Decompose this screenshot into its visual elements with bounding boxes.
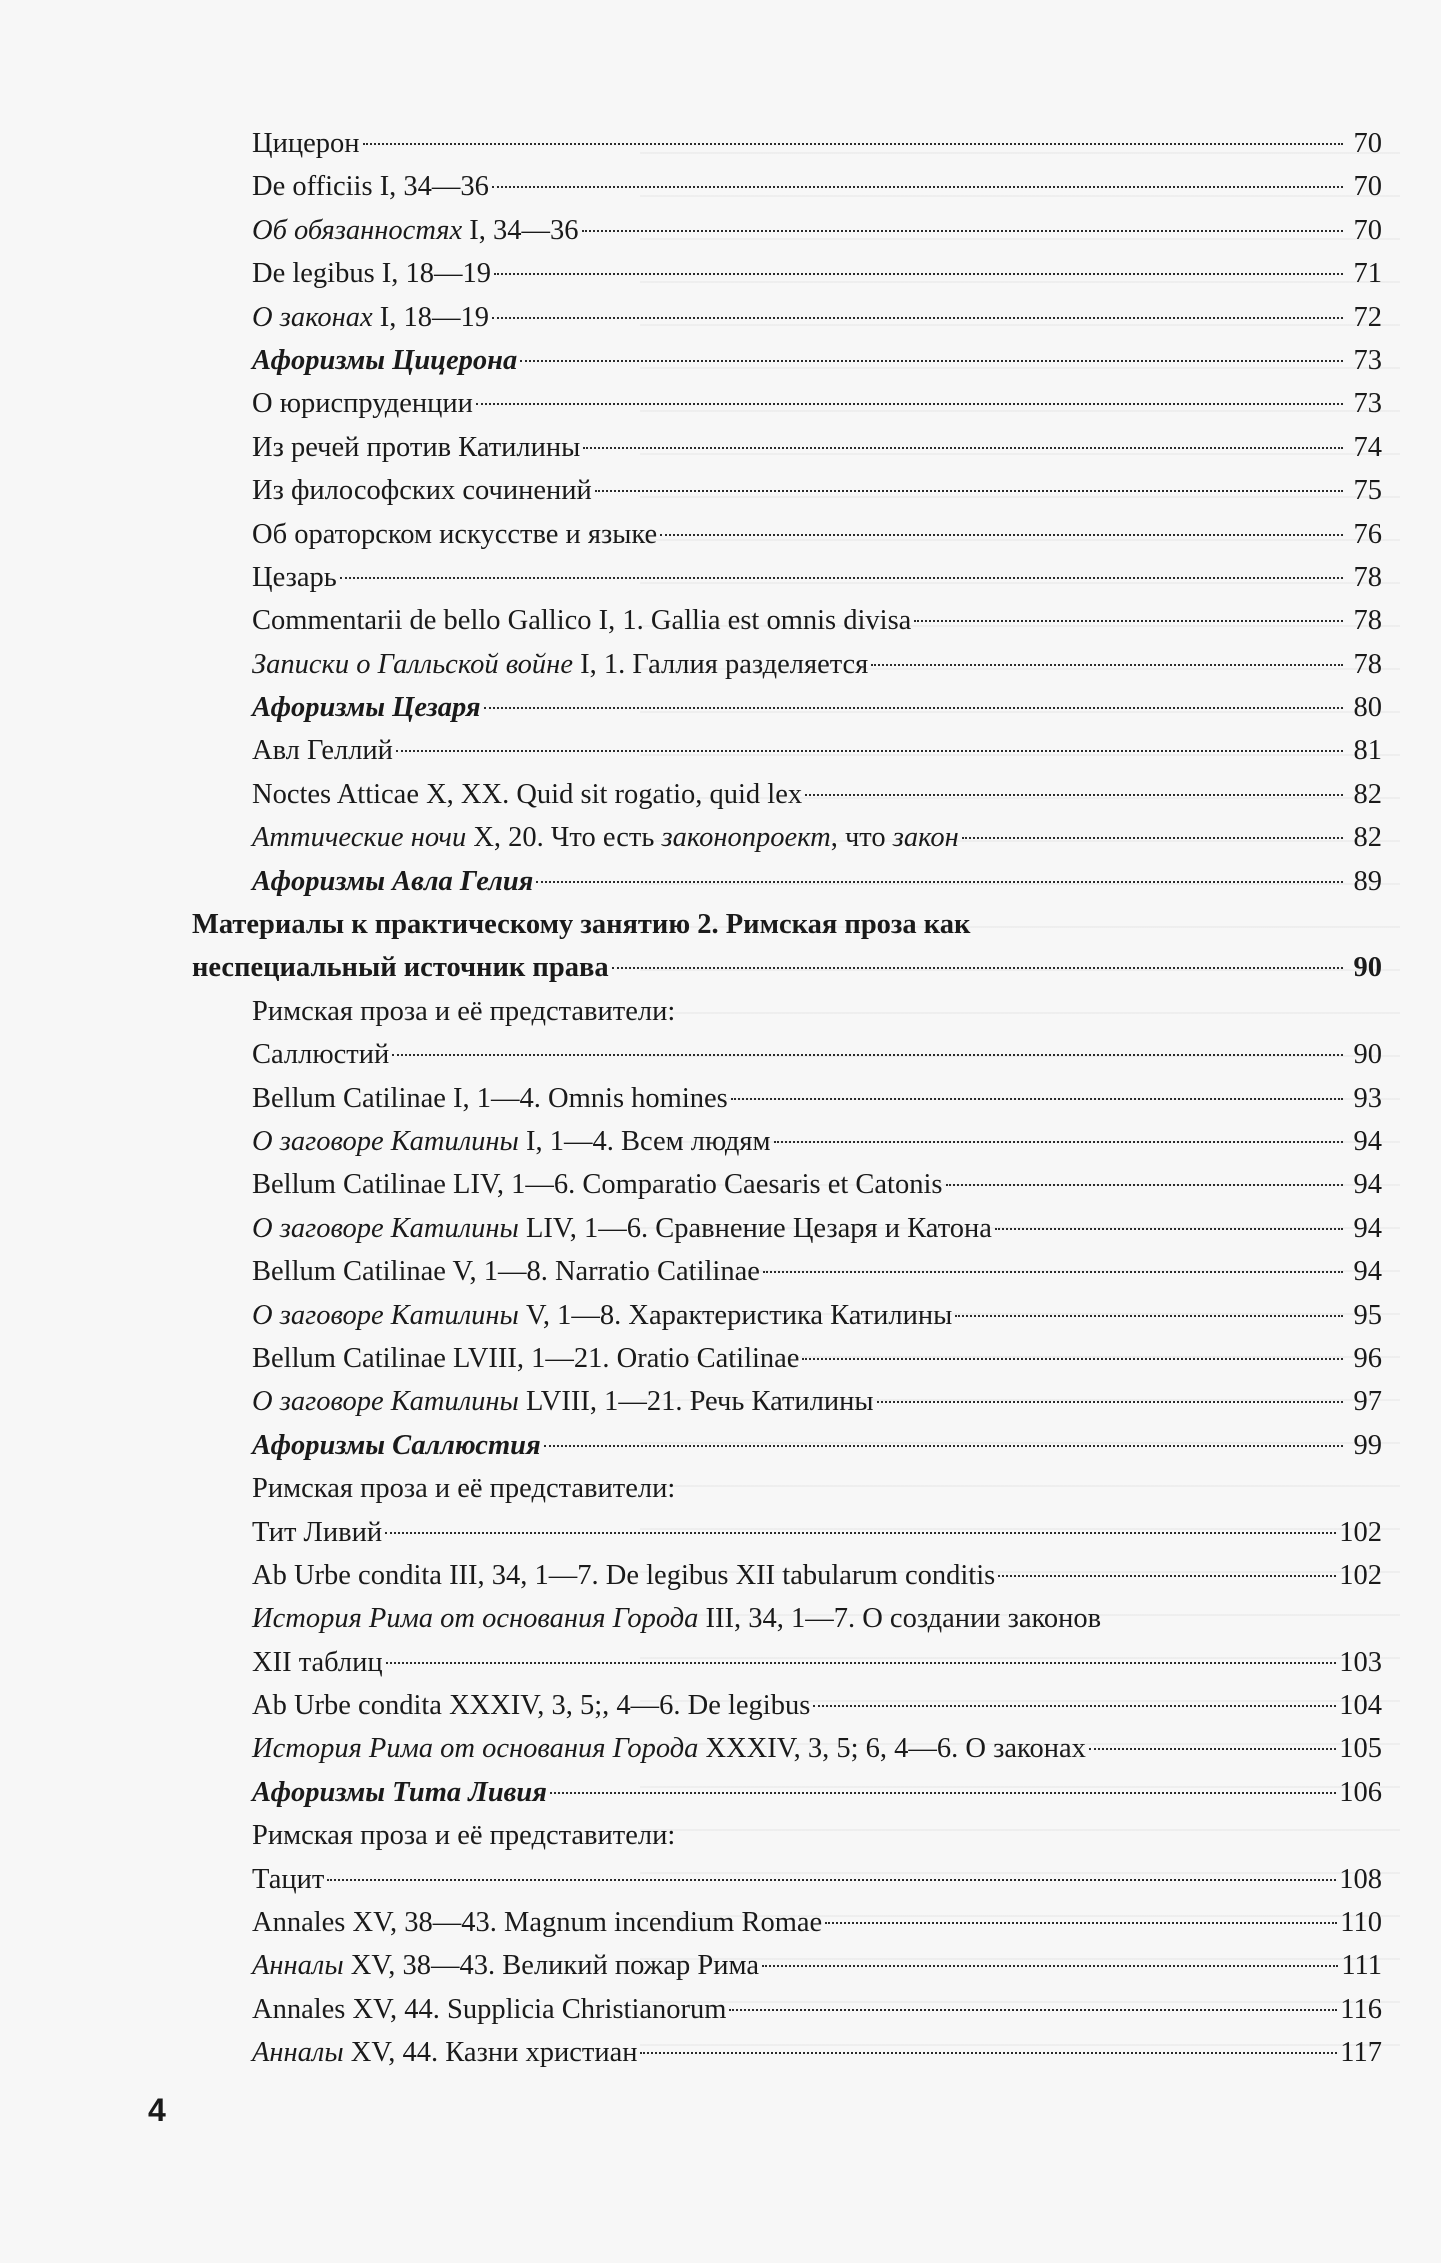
toc-entry[interactable] bbox=[192, 165, 1382, 208]
toc-page-number: 94 bbox=[1353, 1169, 1382, 1201]
toc-entry[interactable] bbox=[192, 209, 1382, 252]
toc-subheading bbox=[192, 1467, 1382, 1510]
page-number: 4 bbox=[148, 2092, 166, 2128]
dot-leader bbox=[550, 1792, 1336, 1794]
toc-entry-title: О юриспруденции bbox=[252, 388, 473, 420]
dot-leader bbox=[962, 837, 1343, 839]
toc-entry[interactable] bbox=[192, 816, 1382, 859]
toc-page-number: 78 bbox=[1353, 648, 1382, 680]
dot-leader bbox=[802, 1358, 1343, 1360]
toc-entry-title: Annales XV, 38—43. Magnum incendium Romae bbox=[252, 1907, 823, 1939]
dot-leader bbox=[392, 1054, 1343, 1056]
toc-entry[interactable] bbox=[192, 1077, 1382, 1120]
dot-leader bbox=[871, 664, 1343, 666]
toc-entry-title: Об ораторском искусстве и языке bbox=[252, 518, 658, 550]
dot-leader bbox=[731, 1098, 1343, 1100]
dot-leader bbox=[955, 1315, 1343, 1317]
toc-section-practical-2[interactable] bbox=[192, 903, 1382, 990]
toc-page-number: 94 bbox=[1353, 1126, 1382, 1157]
dot-leader bbox=[363, 143, 1344, 145]
toc-subheading bbox=[192, 1814, 1382, 1857]
toc-entry-title: Bellum Catilinae LVIII, 1—21. Oratio Catilinae bbox=[252, 1342, 800, 1374]
toc-entry-title: Bellum Catilinae V, 1—8. Narratio Catilinae bbox=[252, 1256, 760, 1288]
dot-leader bbox=[995, 1228, 1343, 1230]
toc-section-title-line2-row bbox=[192, 946, 1382, 989]
toc-entry-title: Афоризмы Тита Ливия bbox=[252, 1776, 547, 1808]
toc-entry[interactable] bbox=[192, 513, 1382, 556]
toc-entry-gellius[interactable] bbox=[192, 729, 1382, 772]
dot-leader bbox=[544, 1445, 1343, 1447]
toc-entry-title: Цезарь bbox=[252, 561, 337, 593]
toc-page-number: 102 bbox=[1339, 1516, 1382, 1548]
toc-entry-title: Из философских сочинений bbox=[252, 475, 592, 507]
toc-subheading-text: Римская проза и её представители: bbox=[252, 1820, 676, 1852]
dot-leader bbox=[805, 794, 1343, 796]
dot-leader bbox=[640, 2052, 1337, 2054]
toc-entry-title: О заговоре Катилины LIV, 1—6. Сравнение Цезаря и Катона bbox=[252, 1212, 992, 1244]
dot-leader bbox=[914, 620, 1343, 622]
toc-page-number: 116 bbox=[1340, 1993, 1382, 2025]
toc-entry-title: Цицерон bbox=[252, 128, 360, 159]
dot-leader bbox=[946, 1184, 1344, 1186]
toc-entry-title: Тацит bbox=[252, 1863, 325, 1895]
dot-leader bbox=[595, 490, 1343, 492]
toc-page-number: 106 bbox=[1339, 1776, 1382, 1808]
toc-entry-title: История Рима от основания Города XXXIV, 3, 5; 6, 4—6. О законах bbox=[252, 1733, 1086, 1765]
toc-page-number: 117 bbox=[1340, 2037, 1382, 2069]
toc-section-title-line1: Материалы к практическому занятию 2. Римская проза как bbox=[192, 909, 971, 941]
toc-entry-title: Из речей против Катилины bbox=[252, 431, 581, 463]
toc-entry[interactable] bbox=[192, 1988, 1382, 2031]
toc-entry[interactable] bbox=[192, 1554, 1382, 1597]
toc-entry-title: De officiis I, 34—36 bbox=[252, 171, 489, 203]
toc-page-number: 82 bbox=[1353, 778, 1382, 810]
toc-entry[interactable] bbox=[192, 469, 1382, 512]
toc-page-number: 104 bbox=[1339, 1690, 1382, 1722]
toc-page-number: 103 bbox=[1339, 1646, 1382, 1678]
dot-leader bbox=[484, 707, 1343, 709]
toc-page-number: 70 bbox=[1353, 214, 1382, 246]
toc-entry-title: Авл Геллий bbox=[252, 735, 393, 767]
dot-leader bbox=[729, 2009, 1337, 2011]
dot-leader bbox=[583, 447, 1343, 449]
dot-leader bbox=[763, 1271, 1343, 1273]
toc-entry[interactable] bbox=[192, 1120, 1382, 1163]
toc-page-number: 81 bbox=[1353, 735, 1382, 767]
toc-entry-aphorisms[interactable] bbox=[192, 1424, 1382, 1467]
toc-page-number: 78 bbox=[1353, 605, 1382, 637]
toc-entry-title: Annales XV, 44. Supplicia Christianorum bbox=[252, 1993, 727, 2025]
toc-page-number: 90 bbox=[1353, 952, 1382, 984]
toc-entry[interactable] bbox=[192, 599, 1382, 642]
toc-page-number: 76 bbox=[1353, 518, 1382, 550]
toc-page-number: 94 bbox=[1353, 1212, 1382, 1244]
dot-leader bbox=[385, 1532, 1336, 1534]
dot-leader bbox=[386, 1662, 1337, 1664]
toc-entry[interactable] bbox=[192, 1380, 1382, 1423]
toc-page-number: 70 bbox=[1353, 128, 1382, 159]
toc-entry-title: Noctes Atticae X, XX. Quid sit rogatio, quid lex bbox=[252, 778, 803, 810]
toc-entry[interactable] bbox=[192, 252, 1382, 295]
dot-leader bbox=[582, 230, 1343, 232]
toc-page-number: 71 bbox=[1353, 258, 1382, 290]
toc-entry[interactable] bbox=[192, 643, 1382, 686]
dot-leader bbox=[1089, 1748, 1336, 1750]
toc-entry-title: О заговоре Катилины V, 1—8. Характеристика Катилины bbox=[252, 1299, 953, 1331]
toc-entry-title-line1: История Рима от основания Города III, 34, 1—7. О создании законов bbox=[252, 1603, 1102, 1635]
toc-page-number: 78 bbox=[1353, 561, 1382, 593]
toc-entry-title: Аттические ночи X, 20. Что есть законопроект, что закон bbox=[252, 822, 959, 854]
toc-entry-title: Афоризмы Цезаря bbox=[252, 692, 481, 724]
toc-page-number: 73 bbox=[1353, 388, 1382, 420]
toc-page-number: 90 bbox=[1353, 1039, 1382, 1071]
toc-page-number: 75 bbox=[1353, 475, 1382, 507]
toc-entry[interactable] bbox=[192, 1727, 1382, 1770]
dot-leader bbox=[520, 360, 1343, 362]
toc-page-number: 82 bbox=[1353, 822, 1382, 854]
toc-entry-title: Тит Ливий bbox=[252, 1516, 383, 1548]
toc-entry[interactable] bbox=[192, 296, 1382, 339]
dot-leader bbox=[877, 1401, 1343, 1403]
dot-leader bbox=[813, 1705, 1336, 1707]
toc-page-number: 97 bbox=[1353, 1386, 1382, 1418]
toc-page-number: 105 bbox=[1339, 1733, 1382, 1765]
toc-entry-title: Саллюстий bbox=[252, 1039, 390, 1071]
toc-entry[interactable] bbox=[192, 1684, 1382, 1727]
toc-entry-title: Commentarii de bello Gallico I, 1. Gallia est omnis divisa bbox=[252, 605, 912, 637]
toc-entry[interactable] bbox=[192, 1944, 1382, 1987]
dot-leader bbox=[492, 317, 1343, 319]
toc-page-number: 80 bbox=[1353, 692, 1382, 724]
toc-page-number: 89 bbox=[1353, 865, 1382, 897]
toc-entry-title: Афоризмы Саллюстия bbox=[252, 1429, 541, 1461]
toc-entry[interactable] bbox=[192, 382, 1382, 425]
toc-entry-aphorisms[interactable] bbox=[192, 860, 1382, 903]
toc-entry[interactable] bbox=[192, 1901, 1382, 1944]
toc-entry-aphorisms[interactable] bbox=[192, 339, 1382, 382]
toc-entry[interactable] bbox=[192, 1163, 1382, 1206]
toc-entry-title: О заговоре Катилины I, 1—4. Всем людям bbox=[252, 1126, 771, 1157]
toc-page-number: 95 bbox=[1353, 1299, 1382, 1331]
dot-leader bbox=[492, 186, 1343, 188]
toc-page-number: 72 bbox=[1353, 301, 1382, 333]
dot-leader bbox=[612, 967, 1343, 969]
toc-entry-tacitus[interactable] bbox=[192, 1858, 1382, 1901]
table-of-contents bbox=[192, 122, 1382, 2075]
toc-entry-title: Ab Urbe condita XXXIV, 3, 5;, 4—6. De legibus bbox=[252, 1690, 811, 1722]
toc-page-number: 111 bbox=[1341, 1950, 1382, 1982]
dot-leader bbox=[660, 534, 1343, 536]
toc-entry-caesar[interactable] bbox=[192, 556, 1382, 599]
toc-page-number: 102 bbox=[1339, 1559, 1382, 1591]
toc-entry-aphorisms[interactable] bbox=[192, 1771, 1382, 1814]
toc-subheading bbox=[192, 990, 1382, 1033]
dot-leader bbox=[762, 1965, 1338, 1967]
toc-page-number: 74 bbox=[1353, 431, 1382, 463]
toc-entry-title: Анналы XV, 44. Казни христиан bbox=[252, 2037, 638, 2069]
toc-entry[interactable] bbox=[192, 1207, 1382, 1250]
toc-page-number: 73 bbox=[1353, 344, 1382, 376]
toc-entry[interactable] bbox=[192, 1337, 1382, 1380]
toc-entry[interactable] bbox=[192, 426, 1382, 469]
toc-entry-aphorisms[interactable] bbox=[192, 686, 1382, 729]
toc-entry[interactable] bbox=[192, 1250, 1382, 1293]
toc-page-number: 110 bbox=[1340, 1907, 1382, 1939]
toc-entry[interactable] bbox=[192, 773, 1382, 816]
dot-leader bbox=[340, 577, 1343, 579]
toc-page-number: 96 bbox=[1353, 1342, 1382, 1374]
toc-entry-title: De legibus I, 18—19 bbox=[252, 258, 492, 290]
toc-entry-title: Ab Urbe condita III, 34, 1—7. De legibus XII tabularum conditis bbox=[252, 1559, 996, 1591]
toc-entry-title: Афоризмы Авла Гелия bbox=[252, 865, 534, 897]
dot-leader bbox=[327, 1879, 1336, 1881]
toc-entry-title: Bellum Catilinae I, 1—4. Omnis homines bbox=[252, 1082, 728, 1114]
toc-page-number: 93 bbox=[1353, 1082, 1382, 1114]
toc-page-number: 94 bbox=[1353, 1256, 1382, 1288]
toc-entry-sallust[interactable] bbox=[192, 1033, 1382, 1076]
dot-leader bbox=[536, 881, 1343, 883]
toc-entry[interactable] bbox=[192, 2031, 1382, 2074]
toc-page-number: 70 bbox=[1353, 171, 1382, 203]
toc-page-number: 108 bbox=[1339, 1863, 1382, 1895]
toc-entry-title-line2: XII таблиц bbox=[252, 1646, 383, 1678]
toc-subheading-text: Римская проза и её представители: bbox=[252, 1473, 676, 1505]
toc-entry-multiline[interactable] bbox=[192, 1597, 1382, 1684]
dot-leader bbox=[396, 750, 1343, 752]
dot-leader bbox=[998, 1575, 1336, 1577]
toc-entry-title-line2-row bbox=[252, 1641, 1382, 1684]
toc-entry-cicero[interactable] bbox=[192, 122, 1382, 165]
dot-leader bbox=[494, 273, 1343, 275]
toc-entry-livy[interactable] bbox=[192, 1511, 1382, 1554]
toc-page-number: 99 bbox=[1353, 1429, 1382, 1461]
toc-section-title-line2: неспециальный источник права bbox=[192, 952, 609, 984]
dot-leader bbox=[825, 1922, 1337, 1924]
toc-entry-title: Афоризмы Цицерона bbox=[252, 344, 518, 376]
toc-entry-title: Об обязанностях I, 34—36 bbox=[252, 214, 579, 246]
toc-subheading-text: Римская проза и её представители: bbox=[252, 995, 676, 1027]
toc-entry-title: Анналы XV, 38—43. Великий пожар Рима bbox=[252, 1950, 759, 1982]
toc-entry-title: О заговоре Катилины LVIII, 1—21. Речь Катилины bbox=[252, 1386, 874, 1418]
toc-entry[interactable] bbox=[192, 1294, 1382, 1337]
toc-entry-title: Записки о Галльской войне I, 1. Галлия разделяется bbox=[252, 648, 869, 680]
dot-leader bbox=[476, 403, 1343, 405]
dot-leader bbox=[774, 1141, 1344, 1143]
toc-entry-title: О законах I, 18—19 bbox=[252, 301, 489, 333]
toc-entry-title: Bellum Catilinae LIV, 1—6. Comparatio Caesaris et Catonis bbox=[252, 1169, 943, 1201]
